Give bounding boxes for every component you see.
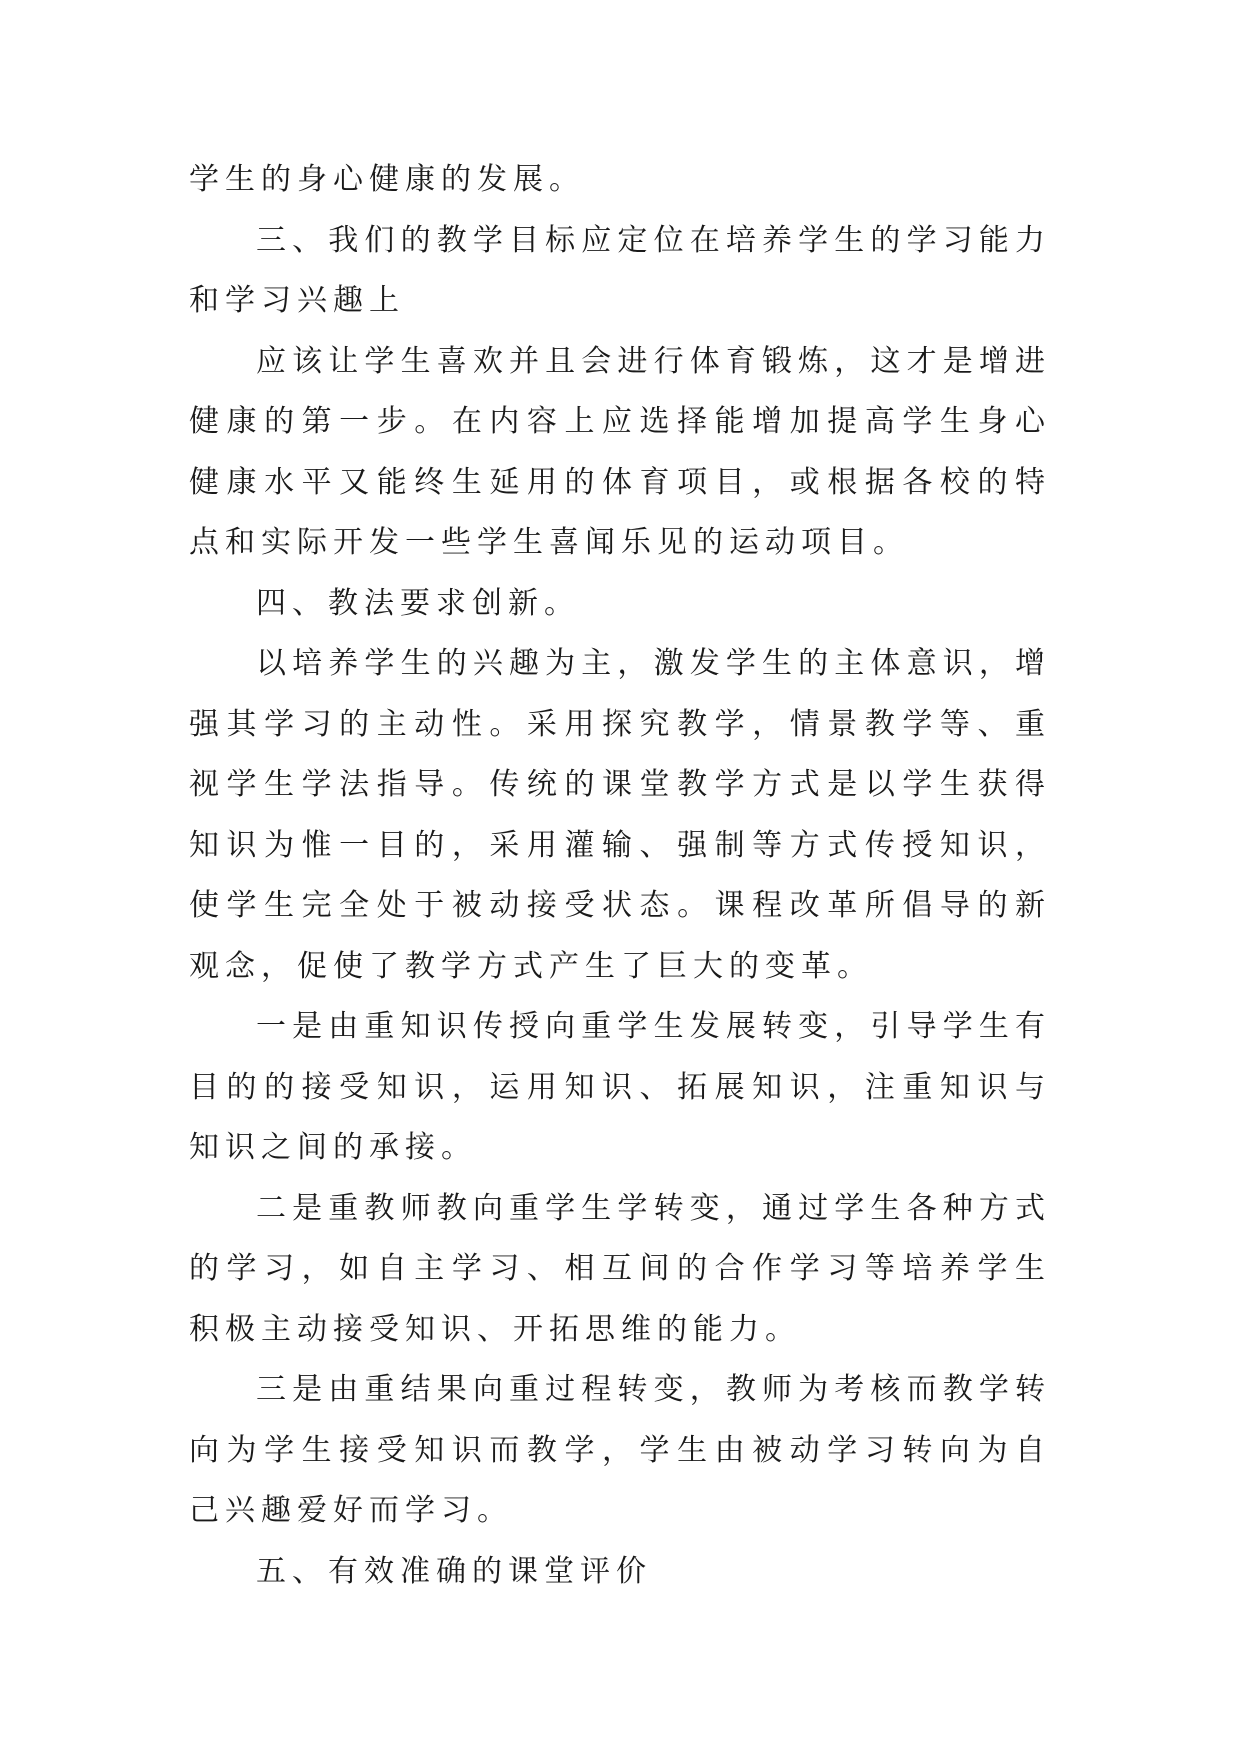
paragraph: 二是重教师教向重学生学转变，通过学生各种方式的学习，如自主学习、相互间的合作学习等培养学生积极主动接受知识、开拓思维的能力。: [189, 1190, 1051, 1347]
section-heading-5: 五、有效准确的课堂评价: [256, 1553, 652, 1589]
section-heading-4: 四、教法要求创新。: [256, 585, 580, 621]
document-body: [189, 150, 1051, 1602]
paragraph: 一是由重知识传授向重学生发展转变，引导学生有目的的接受知识，运用知识、拓展知识，注重知识与知识之间的承接。: [189, 1009, 1051, 1165]
paragraph-continuation: 学生的身心健康的发展。: [189, 162, 585, 197]
paragraph: 三是由重结果向重过程转变，教师为考核而教学转向为学生接受知识而教学，学生由被动学习转向为自己兴趣爱好而学习。: [189, 1372, 1051, 1528]
section-heading-3: 三、我们的教学目标应定位在培养学生的学习能力和学习兴趣上: [189, 222, 1051, 318]
paragraph: 以培养学生的兴趣为主，激发学生的主体意识，增强其学习的主动性。采用探究教学，情景教学等、重视学生学法指导。传统的课堂教学方式是以学生获得知识为惟一目的，采用灌输、强制等方式传授知识，使学生完全处于被动接受状态。课程改革所倡导的新观念，促使了教学方式产生了巨大的变革。: [189, 646, 1051, 984]
paragraph: 应该让学生喜欢并且会进行体育锻炼，这才是增进健康的第一步。在内容上应选择能增加提高学生身心健康水平又能终生延用的体育项目，或根据各校的特点和实际开发一些学生喜闻乐见的运动项目。: [189, 343, 1051, 560]
